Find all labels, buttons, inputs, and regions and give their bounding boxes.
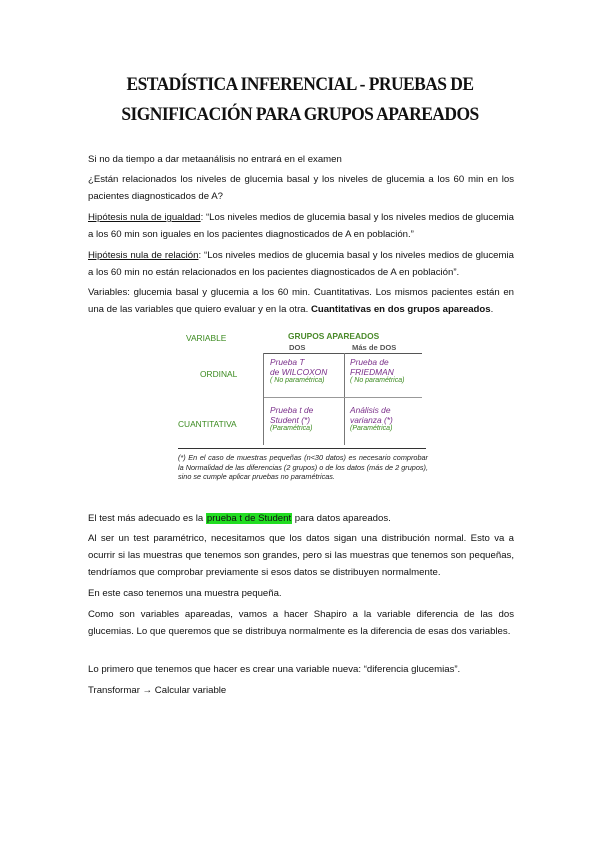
null-hypothesis-relation-text: : “Los niveles medios de glucemia basal y los niveles medios de glucemia a los 60 min no están relacionados en los pacientes diagnosticados de A en población”.: [88, 250, 514, 278]
best-test-paragraph: [88, 510, 514, 527]
parametric-paragraph: Al ser un test paramétrico, necesitamos que los datos sigan una distribución normal. Esto va a ocurrir si las muestras que tenemos son grandes, pero si las muestras que tenemos son pequeñas, tendríamos que comprobar previamente si esos datos se distribuyen normalmente.: [88, 533, 514, 578]
best-test-highlight: prueba t de Student: [206, 513, 292, 524]
table-col-dos: DOS: [289, 343, 306, 352]
table-mid-divider: [344, 353, 345, 445]
best-test-post: para datos apareados.: [292, 513, 391, 524]
note-paragraph: Si no da tiempo a dar metaanálisis no entrará en el examen: [88, 154, 342, 165]
cell-student: [270, 405, 313, 432]
cell-wilcoxon-line2: de WILCOXON: [270, 367, 328, 377]
question-paragraph: ¿Están relacionados los niveles de glucemia basal y los niveles de glucemia a los 60 min en los pacientes diagnosticados de A?: [88, 174, 514, 202]
table-row-ordinal: ORDINAL: [200, 369, 238, 379]
table-group-header: GRUPOS APAREADOS: [288, 331, 380, 341]
cell-anova-line2: varianza (*): [350, 415, 393, 425]
table-note-divider: [178, 448, 426, 449]
transform-paragraph: Transformar → Calcular variable: [88, 685, 227, 696]
cell-student-line1: Prueba t de: [270, 405, 314, 415]
cell-wilcoxon-line1: Prueba T: [270, 357, 305, 367]
small-sample-paragraph: En este caso tenemos una muestra pequeña.: [88, 588, 282, 599]
cell-friedman-type: ( No paramétrica): [350, 377, 405, 384]
table-col-mas-de-dos: Más de DOS: [352, 343, 397, 352]
cell-wilcoxon-type: ( No paramétrica): [270, 377, 325, 384]
shapiro-paragraph: Como son variables apareadas, vamos a hacer Shapiro a la variable diferencia de las dos glucemias. Lo que queremos que se distribuya normalmente es la diferencia de esas dos variables.: [88, 609, 514, 637]
cell-wilcoxon: [270, 357, 327, 384]
table-left-divider: [263, 353, 264, 445]
cell-friedman-line1: Prueba de: [350, 357, 389, 367]
best-test-pre: El test más adecuado es la: [88, 513, 206, 524]
tests-table-figure: [172, 327, 434, 497]
cell-friedman-line2: FRIEDMAN: [350, 367, 394, 377]
new-variable-paragraph: Lo primero que tenemos que hacer es crear una variable nueva: “diferencia glucemias”.: [88, 664, 461, 675]
null-hypothesis-equality-label: Hipótesis nula de igualdad: [88, 212, 201, 223]
table-row-cuantitativa: CUANTITATIVA: [178, 419, 237, 429]
null-hypothesis-equality-text: : “Los niveles medios de glucemia basal y los niveles medios de glucemia a los 60 min son iguales en los pacientes diagnosticados de A en población.”: [88, 212, 514, 240]
table-variable-header: VARIABLE: [186, 333, 227, 343]
cell-anova-type: (Paramétrica): [350, 425, 393, 432]
null-hypothesis-equality: [88, 209, 514, 243]
null-hypothesis-relation-label: Hipótesis nula de relación: [88, 250, 199, 261]
variables-end: .: [490, 304, 494, 315]
variables-bold: Cuantitativas en dos grupos apareados: [310, 304, 491, 315]
table-footnote: (*) En el caso de muestras pequeñas (n<30 datos) es necesario comprobar la Normalidad de las diferencias (2 grupos) o de los datos (más de 2 grupos), sino se cumple aplicar pruebas no paramétricas.: [178, 453, 428, 482]
cell-student-type: (Paramétrica): [270, 425, 313, 432]
cell-anova: [350, 405, 393, 432]
variables-text: Variables: glucemia basal y glucemia a los 60 min. Cuantitativas. Los mismos pacientes están en una de las variables que quiero evaluar y en la otra.: [88, 287, 514, 315]
table-header-divider: [264, 353, 422, 354]
table-row-divider: [264, 397, 422, 398]
page-title: ESTADÍSTICA INFERENCIAL - PRUEBAS DE SIGNIFICACIÓN PARA GRUPOS APAREADOS: [121, 74, 479, 125]
cell-student-line2: Student (*): [270, 415, 311, 425]
cell-anova-line1: Análisis de: [350, 405, 391, 415]
variables-paragraph: [88, 284, 514, 318]
cell-friedman: [350, 357, 404, 384]
null-hypothesis-relation: [88, 247, 514, 281]
